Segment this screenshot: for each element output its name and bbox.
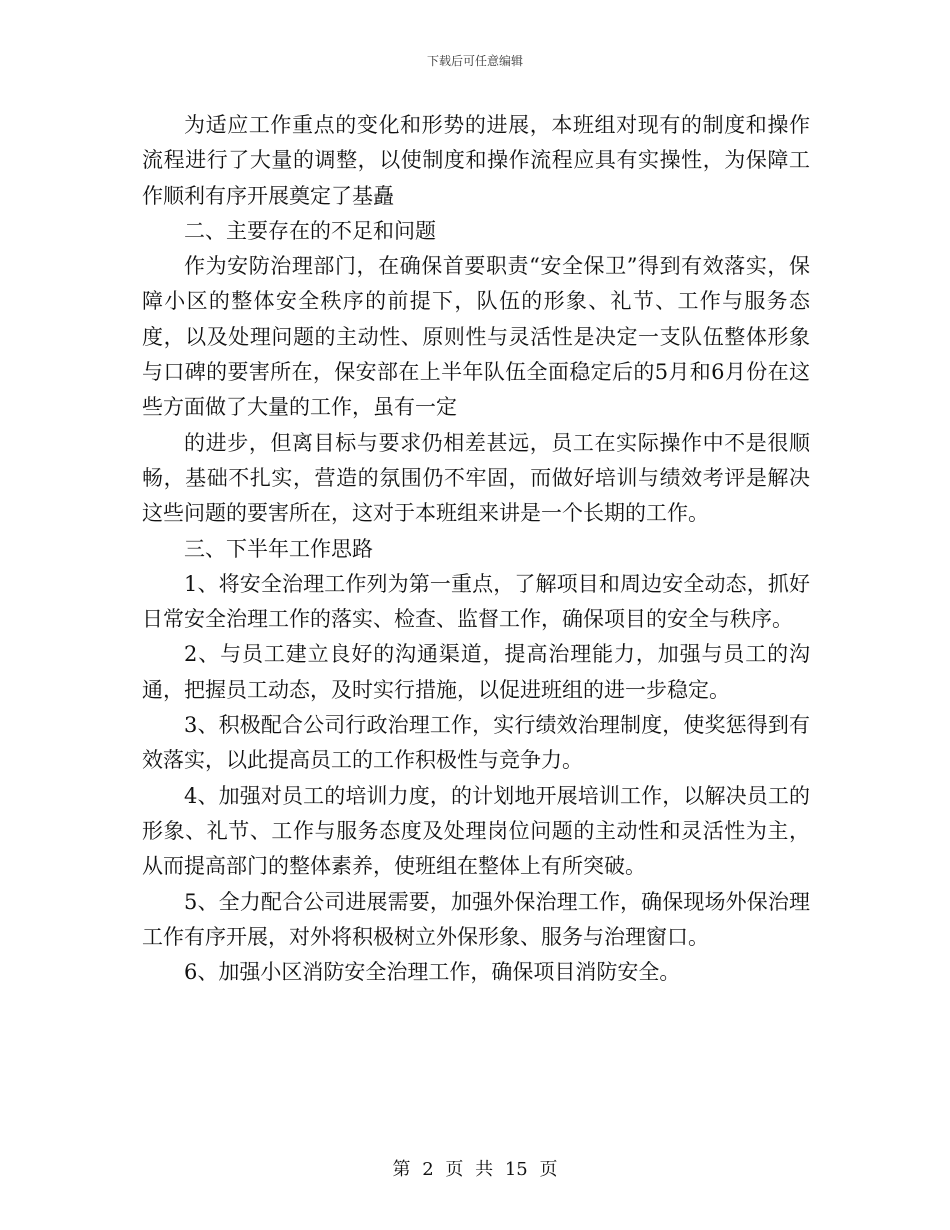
plan-item-2: 2、与员工建立良好的沟通渠道，提高治理能力，加强与员工的沟通，把握员工动态，及时实行措施，以促进班组的进一步稳定。 [142,642,810,702]
page-header: 下载后可任意编辑 [426,54,523,68]
plan-item-6: 6、加强小区消防安全治理工作，确保项目消防安全。 [184,960,681,985]
paragraph-problems-1: 作为安防治理部门，在确保首要职责“安全保卫”得到有效落实，保障小区的整体安全秩序的前提下，队伍的形象、礼节、工作与服务态度，以及处理问题的主动性、原则性与灵活性是决定一支队伍整体形象与口碑的要害所在，保安部在上半年队伍全面稳定后的5月和6月份在这些方面做了大量的工作，虽有一定 [142,254,810,420]
plan-item-3: 3、积极配合公司行政治理工作，实行绩效治理制度，使奖惩得到有效落实，以此提高员工的工作积极性与竞争力。 [142,713,810,773]
section-heading-plan: 三、下半年工作思路 [184,536,373,561]
page-footer: 第 2 页 共 15 页 [392,1159,558,1180]
paragraph-problems-2: 的进步，但离目标与要求仍相差甚远，员工在实际操作中不是很顺畅，基础不扎实，营造的氛围仍不牢固，而做好培训与绩效考评是解决这些问题的要害所在，这对于本班组来讲是一个长期的工作。 [142,430,810,526]
plan-item-4: 4、加强对员工的培训力度，的计划地开展培训工作，以解决员工的形象、礼节、工作与服务态度及处理岗位问题的主动性和灵活性为主，从而提高部门的整体素养，使班组在整体上有所突破。 [142,783,810,879]
section-heading-problems: 二、主要存在的不足和问题 [184,218,436,243]
plan-item-1: 1、将安全治理工作列为第一重点，了解项目和周边安全动态，抓好日常安全治理工作的落实、检查、监督工作，确保项目的安全与秩序。 [142,571,810,632]
document-body [142,108,810,990]
plan-item-5: 5、全力配合公司进展需要，加强外保治理工作，确保现场外保治理工作有序开展，对外将积极树立外保形象、服务与治理窗口。 [142,889,810,949]
paragraph-intro: 为适应工作重点的变化和形势的进展，本班组对现有的制度和操作流程进行了大量的调整，以使制度和操作流程应具有实操性，为保障工作顺利有序开展奠定了基矗 [142,113,810,208]
